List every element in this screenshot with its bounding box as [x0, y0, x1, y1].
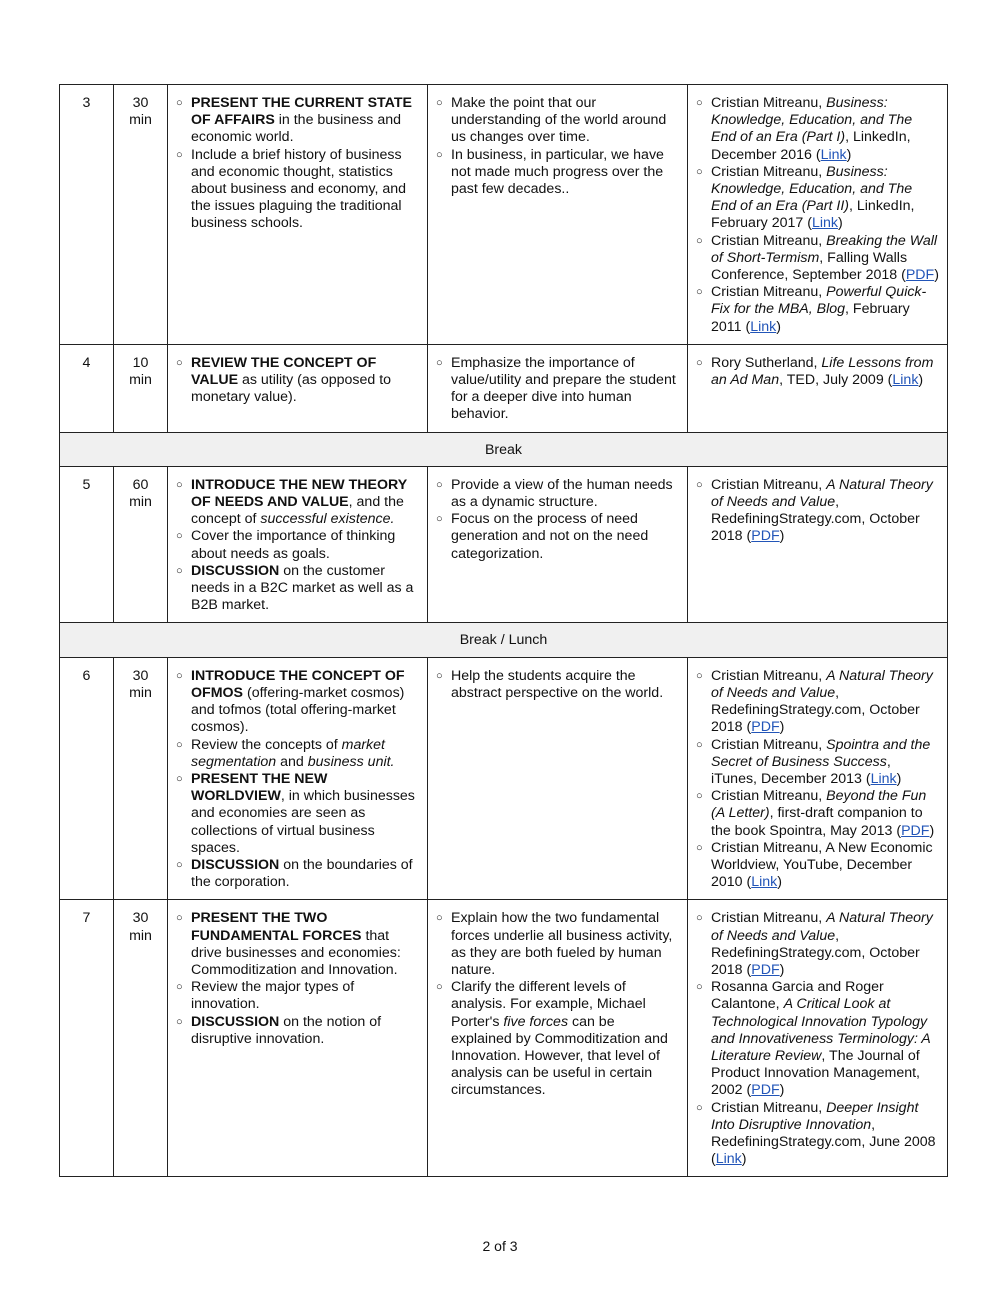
- goals-list: [436, 668, 679, 702]
- topic-heading: PRESENT THE CURRENT STATE OF AFFAIRS: [191, 95, 412, 129]
- reference-item: [696, 164, 939, 233]
- break-row: [60, 623, 948, 657]
- reference-item: [696, 233, 939, 285]
- duration-value: 10: [132, 354, 149, 371]
- break-row: [60, 432, 948, 466]
- references-cell: [688, 344, 948, 432]
- topic-item: [176, 737, 419, 771]
- topic-item: [176, 355, 419, 407]
- reference-link[interactable]: Link: [811, 215, 838, 232]
- topic-item: [176, 563, 419, 615]
- reference-link[interactable]: Link: [750, 318, 777, 335]
- goals-list: [436, 355, 679, 424]
- topic-item: [176, 910, 419, 979]
- session-number-text: 4: [82, 354, 91, 371]
- reference-item: [696, 668, 939, 737]
- topic-text: in the business and economic world.: [191, 112, 402, 146]
- reference-link[interactable]: PDF: [751, 961, 780, 978]
- duration-unit: min: [129, 494, 152, 511]
- reference-item: [696, 788, 939, 840]
- reference-link[interactable]: PDF: [905, 267, 935, 284]
- references-cell: [688, 900, 948, 1177]
- topic-emphasis: market segmentation: [191, 736, 385, 770]
- goals-list: [436, 477, 679, 563]
- topic-heading: PRESENT THE NEW WORLDVIEW: [191, 770, 328, 805]
- goal-item: ○ Provide a view of the human needs as a dynamic structure.: [436, 477, 679, 511]
- topic-heading: REVIEW THE CONCEPT OF VALUE: [191, 354, 377, 389]
- reference-link[interactable]: Link: [751, 874, 778, 891]
- session-row: [60, 466, 948, 623]
- reference-source: , February 2011 (: [711, 301, 910, 335]
- reference-author: Rory Sutherland,: [711, 354, 822, 371]
- references-cell: [688, 85, 948, 345]
- topic-heading: DISCUSSION: [191, 856, 280, 873]
- duration-unit: min: [129, 372, 152, 389]
- reference-item: [696, 979, 939, 1099]
- session-row: [60, 85, 948, 345]
- topic-text: (offering-market cosmos) and tofmos (total offering-market cosmos).: [191, 684, 405, 736]
- goals-cell: [428, 85, 688, 345]
- reference-source: , Falling Walls Conference, September 2018 (: [711, 249, 908, 284]
- topic-emphasis: successful existence.: [260, 511, 395, 528]
- references-list: [696, 355, 939, 389]
- reference-link[interactable]: PDF: [751, 528, 780, 545]
- duration-unit: min: [129, 927, 152, 944]
- topic-text: Cover the importance of thinking about needs as goals.: [191, 528, 396, 562]
- session-duration: [114, 657, 168, 900]
- reference-source: , LinkedIn, December 2016 (: [711, 129, 911, 163]
- reference-title: A Natural Theory of Needs and Value: [711, 667, 933, 701]
- references-cell: [688, 657, 948, 900]
- goal-text-part: can be explained by Commoditization and Innovation. However, that level of analysis can be useful in certain circumstances.: [451, 1013, 668, 1099]
- reference-item: [696, 840, 939, 892]
- reference-author: Cristian Mitreanu,: [711, 95, 827, 111]
- duration-value: 30: [132, 910, 149, 927]
- topic-item: [176, 528, 419, 562]
- session-row: [60, 657, 948, 900]
- session-number-text: 7: [82, 910, 91, 927]
- reference-title: Life Lessons from an Ad Man: [711, 354, 934, 389]
- duration-unit: min: [129, 112, 152, 129]
- topic-text: Review the concepts of: [191, 736, 342, 753]
- reference-author: Cristian Mitreanu,: [711, 284, 827, 301]
- reference-author: Cristian Mitreanu,: [711, 910, 827, 927]
- goal-item: ○ Make the point that our understanding of the world around us changes over time.: [436, 95, 679, 147]
- topic-item: [176, 95, 419, 147]
- reference-title: Breaking the Wall of Short-Termism: [711, 232, 938, 266]
- reference-author: Cristian Mitreanu,: [711, 736, 827, 753]
- reference-source: , RedefiningStrategy.com, October 2018 (: [711, 684, 920, 736]
- reference-close: ): [846, 146, 852, 163]
- topic-heading: PRESENT THE TWO FUNDAMENTAL FORCES: [191, 910, 362, 944]
- goal-item: ○ Emphasize the importance of value/utility and prepare the student for a deeper dive into human behavior.: [436, 355, 679, 424]
- reference-link[interactable]: Link: [892, 372, 919, 389]
- goals-list: [436, 910, 679, 1099]
- topic-item: [176, 1014, 419, 1048]
- topic-item: [176, 477, 419, 529]
- reference-link[interactable]: PDF: [901, 822, 930, 839]
- topic-item: [176, 668, 419, 737]
- reference-author: Cristian Mitreanu,: [711, 163, 827, 180]
- duration-value: 30: [132, 667, 149, 684]
- reference-source: , The Journal of Product Innovation Management, 2002 (: [711, 1047, 921, 1099]
- reference-author: Cristian Mitreanu,: [711, 232, 827, 249]
- session-duration: [114, 344, 168, 432]
- session-number: [60, 344, 114, 432]
- topic-item: [176, 147, 419, 233]
- goal-item: ○ Explain how the two fundamental forces underlie all business activity, as they are both fueled by human nature.: [436, 910, 679, 979]
- topic-heading: INTRODUCE THE NEW THEORY OF NEEDS AND VALUE: [191, 476, 407, 511]
- session-number: [60, 85, 114, 345]
- topic-text: on the boundaries of the corporation.: [191, 856, 413, 891]
- topic-cell: [168, 657, 428, 900]
- reference-close: ): [934, 267, 939, 284]
- goal-item: [436, 979, 679, 1099]
- reference-close: ): [929, 822, 935, 839]
- reference-close: ): [837, 215, 843, 232]
- topic-cell: [168, 900, 428, 1177]
- duration-value: 60: [132, 476, 149, 493]
- session-number: [60, 900, 114, 1177]
- goals-cell: [428, 466, 688, 623]
- reference-title: A Critical Look at Technological Innovation Typology and Innovativeness Terminology: A Literature Review: [711, 996, 931, 1064]
- reference-item: [696, 1100, 939, 1169]
- reference-link[interactable]: Link: [820, 146, 847, 163]
- reference-close: ): [776, 318, 781, 335]
- session-row: [60, 344, 948, 432]
- topic-item: [176, 771, 419, 857]
- topic-item: [176, 979, 419, 1013]
- reference-title: A Natural Theory of Needs and Value: [711, 476, 933, 511]
- goal-item: ○ Focus on the process of need generation and not on the need categorization.: [436, 511, 679, 563]
- session-duration: [114, 466, 168, 623]
- break-label: Break / Lunch: [60, 623, 948, 657]
- reference-close: ): [918, 372, 924, 389]
- goal-item: ○ In business, in particular, we have not made much progress over the past few decades..: [436, 147, 679, 199]
- topic-cell: [168, 344, 428, 432]
- topic-text: Include a brief history of business and economic thought, statistics about business and economy, and the issues plaguing the traditional business schools.: [191, 146, 407, 232]
- topic-text: on the notion of disruptive innovation.: [191, 1013, 382, 1047]
- reference-link[interactable]: Link: [870, 770, 897, 787]
- topic-text: , in which businesses and economies are seen as collections of virtual business spaces.: [191, 788, 415, 856]
- reference-author: Cristian Mitreanu, A New Economic Worldview, YouTube, December 2010 (: [711, 839, 933, 891]
- reference-item: [696, 477, 939, 546]
- topic-text: that drive businesses and economies: Commoditization and Innovation.: [191, 927, 401, 978]
- goals-cell: [428, 657, 688, 900]
- session-number-text: 3: [82, 95, 91, 111]
- reference-link[interactable]: PDF: [751, 719, 780, 736]
- topic-emphasis: business unit.: [307, 753, 395, 770]
- topic-list: [176, 910, 419, 1048]
- topic-cell: [168, 466, 428, 623]
- references-cell: [688, 466, 948, 623]
- reference-title: Business: Knowledge, Education, and The End of an Era (Part I): [711, 95, 913, 146]
- session-row: [60, 900, 948, 1177]
- session-number: [60, 657, 114, 900]
- references-list: [696, 668, 939, 892]
- goals-cell: [428, 344, 688, 432]
- reference-item: [696, 284, 939, 336]
- reference-author: Cristian Mitreanu,: [711, 667, 827, 684]
- reference-close: ): [779, 1082, 785, 1099]
- reference-title: Beyond the Fun (A Letter): [711, 788, 927, 822]
- topic-text: , and the concept of: [191, 494, 404, 528]
- session-duration: [114, 900, 168, 1177]
- reference-close: ): [777, 874, 782, 891]
- schedule-table: [59, 84, 948, 1177]
- reference-source: , RedefiningStrategy.com, June 2008 (: [711, 1116, 936, 1168]
- references-list: [696, 910, 939, 1168]
- topic-cell: [168, 85, 428, 345]
- reference-source: , first-draft companion to the book Spointra, May 2013 (: [711, 805, 923, 839]
- topic-heading: INTRODUCE THE CONCEPT OF OFMOS: [191, 667, 405, 701]
- references-list: [696, 95, 939, 336]
- reference-source: , RedefiningStrategy.com, October 2018 (: [711, 927, 920, 978]
- reference-link[interactable]: Link: [715, 1151, 742, 1168]
- reference-title: Business: Knowledge, Education, and The End of an Era (Part II): [711, 163, 913, 215]
- references-list: [696, 477, 939, 546]
- reference-author: Cristian Mitreanu,: [711, 476, 827, 493]
- reference-author: Cristian Mitreanu,: [711, 788, 827, 805]
- topic-heading: DISCUSSION: [191, 562, 280, 579]
- reference-close: ): [896, 770, 902, 787]
- topic-text: as utility (as opposed to monetary value).: [191, 372, 392, 406]
- reference-title: A Natural Theory of Needs and Value: [711, 910, 933, 944]
- reference-item: [696, 737, 939, 789]
- topic-text: and: [276, 753, 308, 770]
- reference-source: , TED, July 2009 (: [779, 372, 893, 389]
- topic-text: Review the major types of innovation.: [191, 979, 355, 1013]
- reference-title: Powerful Quick-Fix for the MBA, Blog: [711, 284, 927, 318]
- goals-cell: [428, 900, 688, 1177]
- reference-author: Cristian Mitreanu,: [711, 1099, 827, 1116]
- reference-close: ): [779, 528, 785, 545]
- break-label: Break: [60, 432, 948, 466]
- goals-list: [436, 95, 679, 198]
- goal-text-part: Clarify the different levels of analysis. For example, Michael Porter's: [451, 979, 646, 1030]
- reference-title: Spointra and the Secret of Business Success: [711, 736, 931, 770]
- topic-list: [176, 355, 419, 407]
- reference-source: , LinkedIn, February 2017 (: [711, 198, 915, 232]
- reference-close: ): [779, 719, 785, 736]
- reference-link[interactable]: PDF: [751, 1082, 780, 1099]
- page-number: 2 of 3: [482, 1238, 518, 1254]
- topic-list: [176, 477, 419, 615]
- topic-list: [176, 668, 419, 892]
- session-number-text: 6: [82, 667, 91, 684]
- duration-value: 30: [132, 95, 149, 111]
- session-duration: [114, 85, 168, 345]
- topic-item: [176, 857, 419, 891]
- session-number: [60, 466, 114, 623]
- reference-source: , RedefiningStrategy.com, October 2018 (: [711, 494, 920, 545]
- reference-close: ): [741, 1151, 747, 1168]
- goal-item: ○ Help the students acquire the abstract perspective on the world.: [436, 668, 679, 702]
- session-number-text: 5: [82, 476, 91, 493]
- reference-author: Rosanna Garcia and Roger Calantone,: [711, 979, 884, 1013]
- reference-title: Deeper Insight Into Disruptive Innovation: [711, 1099, 919, 1133]
- reference-source: , iTunes, December 2013 (: [711, 753, 891, 787]
- topic-text: on the customer needs in a B2C market as well as a B2B market.: [191, 562, 414, 614]
- duration-unit: min: [129, 684, 152, 701]
- topic-list: [176, 95, 419, 233]
- goal-text-part: five forces: [503, 1013, 569, 1030]
- reference-close: ): [779, 961, 785, 978]
- topic-heading: DISCUSSION: [191, 1013, 280, 1030]
- reference-item: [696, 910, 939, 979]
- reference-item: [696, 355, 939, 389]
- reference-item: [696, 95, 939, 164]
